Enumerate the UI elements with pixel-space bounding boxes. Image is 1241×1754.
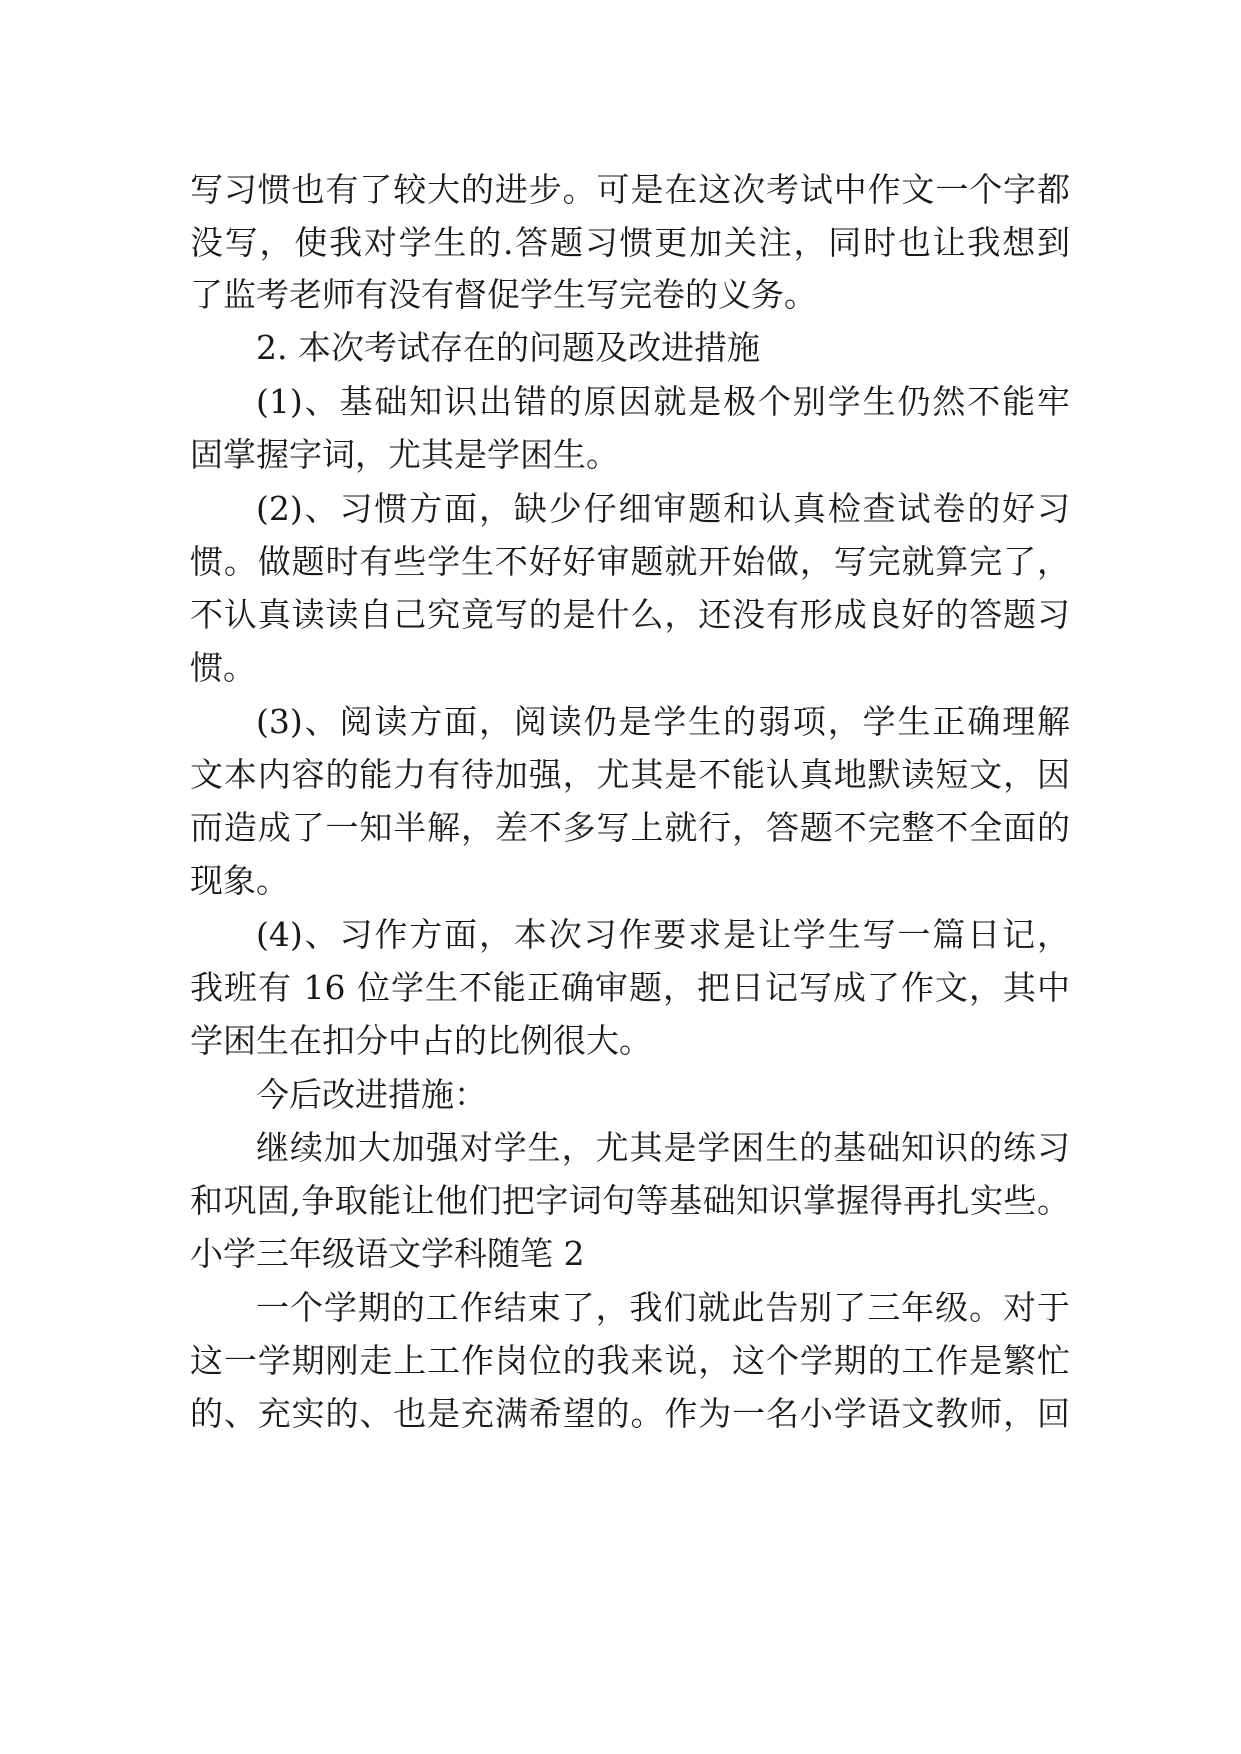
text-line: (3)、阅读方面，阅读仍是学生的弱项，学生正确理解 (256, 702, 1070, 741)
text-line: 的、充实的、也是充满希望的。作为一名小学语文教师，回 (190, 1394, 1070, 1433)
text-line: 惯。做题时有些学生不好好审题就开始做，写完就算完了， (190, 542, 1070, 581)
text-line: 和巩固,争取能让他们把字词句等基础知识掌握得再扎实些。 (190, 1181, 1070, 1220)
text-line: 文本内容的能力有待加强，尤其是不能认真地默读短文，因 (190, 755, 1070, 794)
text-line: 今后改进措施： (256, 1075, 487, 1114)
text-line: 一个学期的工作结束了，我们就此告别了三年级。对于 (256, 1288, 1070, 1327)
text-line: (2)、习惯方面，缺少仔细审题和认真检查试卷的好习 (256, 489, 1070, 528)
text-line: 而造成了一知半解，差不多写上就行，答题不完整不全面的 (190, 808, 1070, 847)
text-line: 现象。 (190, 861, 289, 900)
text-line: 固掌握字词，尤其是学困生。 (190, 435, 619, 474)
text-line: 惯。 (190, 648, 256, 687)
text-line: 我班有 16 位学生不能正确审题，把日记写成了作文，其中 (190, 968, 1070, 1007)
document-title: 小学三年级语文学科随笔 2 (190, 1234, 585, 1273)
text-line: 这一学期刚走上工作岗位的我来说，这个学期的工作是繁忙 (190, 1341, 1070, 1380)
text-line: (4)、习作方面，本次习作要求是让学生写一篇日记， (256, 915, 1070, 954)
text-line: 继续加大加强对学生，尤其是学困生的基础知识的练习 (256, 1128, 1070, 1167)
text-line: 写习惯也有了较大的进步。可是在这次考试中作文一个字都 (190, 170, 1070, 209)
text-line: 不认真读读自己究竟写的是什么，还没有形成良好的答题习 (190, 595, 1070, 634)
text-line: 了监考老师有没有督促学生写完卷的义务。 (190, 275, 817, 314)
text-line: 学困生在扣分中占的比例很大。 (190, 1021, 652, 1060)
text-line: (1)、基础知识出错的原因就是极个别学生仍然不能牢 (256, 382, 1070, 421)
section-heading: 2. 本次考试存在的问题及改进措施 (256, 328, 760, 367)
text-line: 没写，使我对学生的.答题习惯更加关注，同时也让我想到 (190, 223, 1070, 262)
